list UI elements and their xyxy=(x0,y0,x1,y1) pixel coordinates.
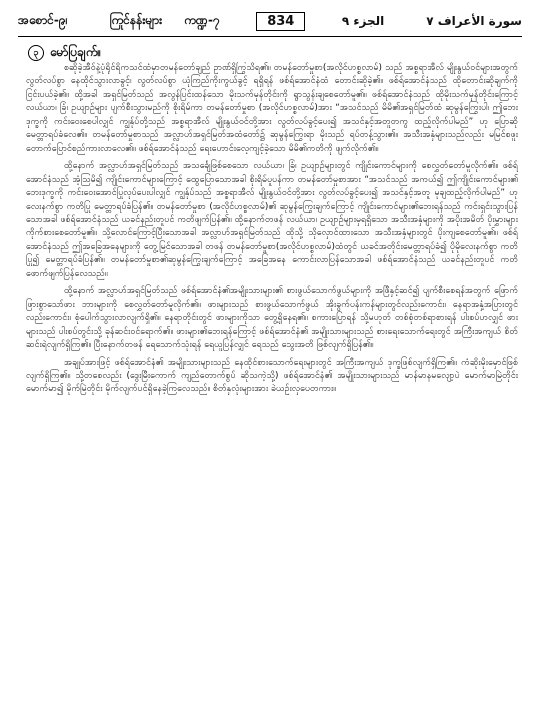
chapter-label: ကဏ္ဍ-၇ xyxy=(184,13,220,27)
page-number: 834 xyxy=(256,12,305,31)
body-text xyxy=(26,62,518,704)
surah-label: سورة الأعراف ٧ xyxy=(426,14,522,28)
section-heading xyxy=(28,44,101,62)
page-header xyxy=(18,6,522,36)
paragraph: အချုပ်အားဖြင့် ဖစ်ရ်အောင်နံ၏ အမျိုးသားများသည် နေထိုင်စားသောက်ရေးများတွင် အကြီးအကျယ် ဒုက္ခဖြစ်လျက်ရှိကြ၏။ ကံဆိုးမိုးမှောင်ဖြစ်လျက်ရှိကြ၏။ သို့တစေလည်း (ဒွေးမြီးကောက် ကျည်တောက်စွပ် ဆိုသကဲ့သို့) ဖစ်ရ်အောင်နံ၏ အမျိုးသားများသည် မာန်မာနမလျော့ပဲ မောက်မာမြဲတိုင်း မောက်မာ၍ မိုက်မြဲတိုင်း မိုက်လျက်ပင်ရှိနေခဲ့ကြလေသည်။ စိတ်နှလုံးများအား ခဲယဉ်းလှပေတကား။ xyxy=(26,357,518,395)
header-left xyxy=(18,12,220,30)
juz-label: الجزء ٩ xyxy=(341,14,385,28)
paragraph: ထို့နောက် အလ္လာဟ်အရှင်မြတ်သည် ဖစ်ရ်အောင်နံ၏အမျိုးသားများ၏ စားဖွယ်သောက်ဖွယ်များကို အဖြီနှင့်ဆင်၍ ပျက်စီးစေရန်အတွက် ဖြောက်ဖြားစွာသော်ဖား ဘားများကို စေလွှတ်တော်မူလိုက်၏။ ဖားများသည် စားဖွယ်သောက်ဖွယ် အိုးခွက်ပန်းကန်များတွင်လည်းကောင်း၊ နေရာအနှံ့အပြားတွင်လည်းကောင်း၊ စုံပေါက်သွားလာလျက်ရှိ၏။ နေရာတိုင်းတွင် ဖားများကိုသာ တွေ့ရှိနေရ၏။ စကားပြောရန် သို့မဟုတ် တစ်စုံတစ်ရာစားရန် ပါးစပ်ဟလျှင် ဖားများသည် ပါးစပ်တွင်းသို့ ခုန်ဆင်းဝင်ရောက်၏။ ဖားများ၏ဘေးရန်ကြောင့် ဖစ်ရ်အောင်နံ၏ အမျိုးသားများသည် စားရေးသောက်ရေးတွင် အကြီးအကျယ် စိတ်ဆင်းရဲလျက်ရှိကြ၏။ ပြီးနောက်တဖန် ရေသောက်သုံးရန် ရေယူပြန်လျှင် ရေသည် သွေးအတိ ဖြစ်လျက်ရှိပြန်၏။ xyxy=(26,286,518,351)
volume-label: အစောင်-၉၊ xyxy=(18,13,68,27)
paragraph: စဆိုခဲ့အီဝ်နဲ့ပုံရိုင်ရိကသင်ထံမှာတမန်တော်ချည် ဥာဏ်ရှိကြွသိရ၏။ တမန်တော်မှုစာ(အလိုင်ဟစ္စလာမ်) သည် အစ္စရာအီလ် မျိုးနွယ်ဝင်များအတွက် လွတ်လပ်စွာ နေထိုင်သွားလာခွင့်၊ လွတ်လပ်စွာ ယုံကြည်ကိုးကွယ်ခွင့် ရရှိရန် ဖစ်ရ်အောင်နံထံ တောင်းဆိုခဲ့၏။ ဖစ်ရ်အောင်နံသည် ထိုတောင်းဆိုချက်ကို ငြင်းပယ်ခဲ့၏။ ထို့အခါ အရှင်မြတ်သည် အလွန်ပြင်းထန်သော မိုးသက်မုန်တိုင်းကို ရွာသွန်းချစေတော်မူ၏။ ဖစ်ရ်အောင်နံသည် ထိုမိုးသက်မုန်တိုင်းကြောင့် လယ်ယာ၊ ခြံ၊ ဥယျာဉ်များ ပျက်စီးသွားမည်ကို စိုးရိမ်ကာ တမန်တော်မှုစာ (အလိုင်ဟစ္စလာမ်)အား “အသင်သည် မိမိ၏အရှင်မြတ်ထံ ဆုမွန်ကြွေးပါ၊ ဤဘေးဒုက္ခကို ကင်းဝေးစေပါလျှင် ကျွန်ုပ်တို့သည် အစ္စရာအီလ် မျိုးနွယ်ဝင်တို့အား လွတ်လပ်ခွင့်ပေး၍ အသင်နှင့်အတူတကွ ထည့်လိုက်ပါမည်” ဟု ပြောဆို မေတ္တာရပ်ခံလေ၏။ တမန်တော်မှုစာသည် အလ္လာဟ်အရှင်မြတ်အထံတော်၌ ဆုမွန်ကြွေးရာ မိုးသည် ရပ်တန့်သွား၏။ အသီးအနှံများသည်လည်း မမြင်စဖူး တောက်ပြောင်စည်ကားလာလေ၏။ ဖစ်ရ်အောင်နံသည် ရေးဟောင်းလေ့ကျင့်ခဲ့သော မိမိ၏ကတိကို ဖျက်လိုက်၏။ xyxy=(26,63,518,154)
section-title: မော်ပြချက်။ xyxy=(50,45,102,59)
header-rule xyxy=(18,36,522,37)
book-title: ကြုင်နန်းများ xyxy=(109,13,163,27)
section-number: ၃ xyxy=(28,45,44,61)
header-right xyxy=(342,14,522,28)
paragraph: ထို့နောက် အလ္လာဟ်အရှင်မြတ်သည် အသင်္ချေဖြစ်စေသော လယ်ယာ၊ ခြံ၊ ဥယျာဉ်များတွင် ကျိုင်းကောင်များကို စေလွှတ်တော်မူလိုက်၏။ ဖစ်ရ်အောင်နံသည် အံ့ဩမိ၍ ကျိုင်းကောင်များကြောင့် ထွေပြောသောအခါ စိုးရိမ်ပူပန်ကာ တမန်တော်မှုစာအား “အသင်သည် အကယ်၍ ဤကျိုင်းကောင်များ၏ ဘေးဒုက္ခကို ကင်းဝေးအောင်ပြုလုပ်ပေးပါလျှင် ကျွန်ုပ်သည် အစ္စရာအီလ် မျိုးနွယ်ဝင်တို့အား လွတ်လပ်ခွင့်ပေး၍ အသင်နှင့်အတူ မုချထည့်လိုက်ပါမည်” ဟု လေးနက်စွာ ကတိပြု မေတ္တာရပ်ခံပြန်၏။ တမန်တော်မှုစာ (အလိုင်ဟစ္စလာမ်)၏ ဆုမွန်ကြွေးချက်ကြောင့် ကျိုင်းကောင်များ၏ဘေးရန်သည် ကင်းရှင်းသွားပြန်သောအခါ ဖစ်ရ်အောင်နံသည် ယခင်နည်းတူပင် ကတိဖျက်ပြန်၏။ ထို့နောက်တဖန် လယ်ယာ၊ ဥယျာဉ်များမှရရှိသော အသီးအနှံများကို အပိုးအမိတ် ပိုးမွှားများ ကိုက်စားစေတော်မူ၏။ သို့လောင်ကြောင့်ပြီးသောအခါ အလ္လာဟ်အရှင်မြတ်သည် ထိုသို့ သိုလှောင်ထားသော အသီးအနှံများတွင် ပိုးကျစေတော်မူ၏။ ဖစ်ရ်အောင်နံသည် ဤအခြေအနေများကို တွေ့မြင်သောအခါ တဖန် တမန်တော်မှုစာ(အလိုင်ဟစ္စလာမ်)ထံတွင် ယခင်အတိုင်းမေတ္တာရပ်ခံ၍ ပိုမိုလေးနက်စွာ ကတိပြု၍ မေတ္တာရပ်ခံပြန်၏။ တမန်တော်မှုစာ၏ဆုမွန်ကြွေးချက်ကြောင့် အခြေအနေ ကောင်းလာပြန်သောအခါ ဖစ်ရ်အောင်နံသည် ယခင်နည်းတူပင် ကတိဖောက်ဖျက်ပြန်လေသည်။ xyxy=(26,161,518,279)
